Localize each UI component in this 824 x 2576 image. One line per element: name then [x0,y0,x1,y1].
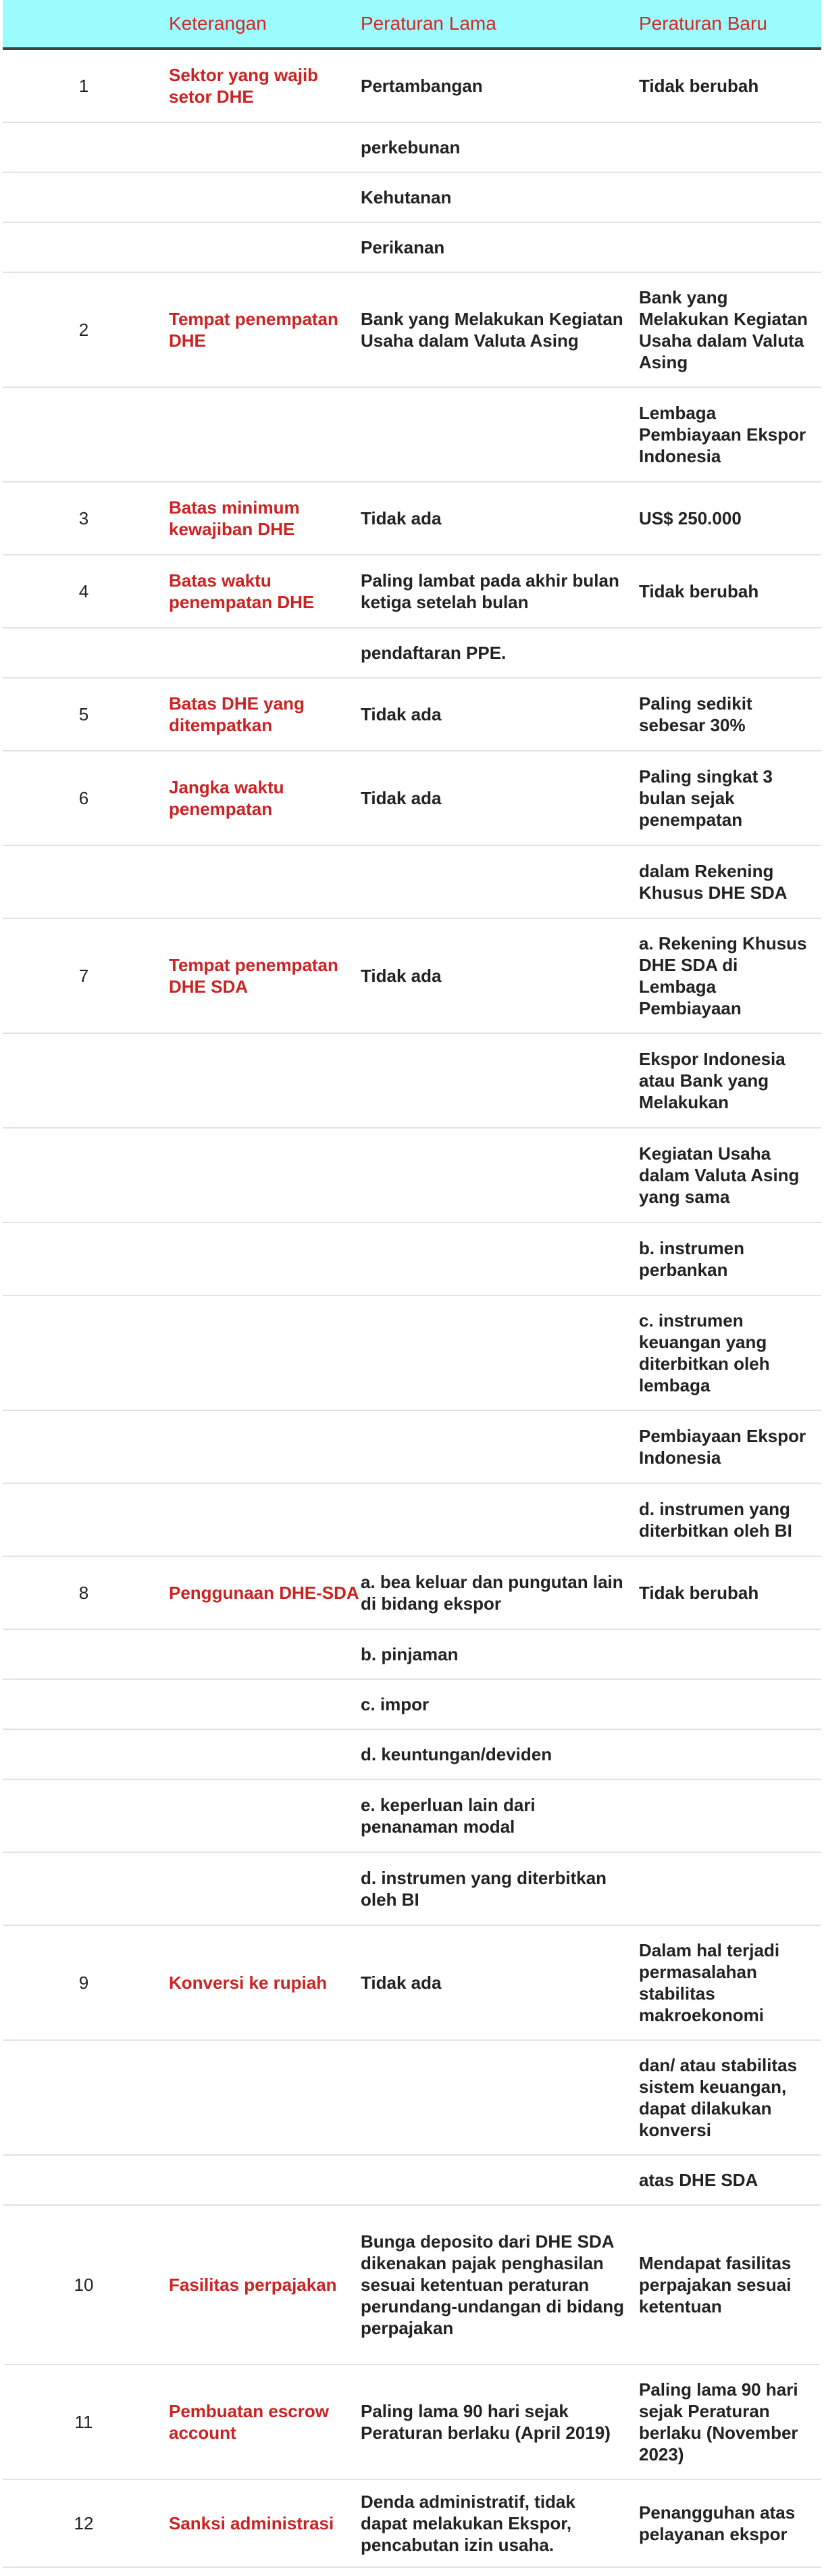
row-keterangan: Fasilitas perpajakan [169,2275,337,2295]
row-peraturan-baru: Kegiatan Usaha dalam Valuta Asing yang sama [639,1143,800,1207]
table-row [3,919,821,1034]
row-peraturan-lama: Tidak ada [361,966,442,986]
header-no [3,13,165,34]
row-peraturan-lama: Perikanan [361,237,445,257]
table-row [3,482,821,555]
row-peraturan-baru: a. Rekening Khusus DHE SDA di Lembaga Pembiayaan [639,933,807,1018]
table-row [3,1730,821,1780]
row-number: 2 [78,319,89,340]
table-row [3,1853,821,1926]
row-peraturan-lama: Bank yang Melakukan Kegiatan Usaha dalam Valuta Asing [361,309,623,351]
table-row [3,123,821,173]
header-peraturan-lama: Peraturan Lama [361,13,496,34]
row-peraturan-baru: Paling sedikit sebesar 30% [639,693,752,735]
table-row [3,388,821,482]
table-row [3,1411,821,1484]
row-peraturan-lama: c. impor [361,1694,430,1714]
row-peraturan-baru: Penangguhan atas pelayanan ekspor [639,2502,796,2544]
row-peraturan-lama: e. keperluan lain dari penanaman modal [361,1795,536,1837]
row-keterangan: Tempat penempatan DHE SDA [169,955,338,997]
row-peraturan-baru: Ekspor Indonesia atau Bank yang Melakukan [639,1049,786,1112]
row-peraturan-lama: d. keuntungan/deviden [361,1744,552,1764]
table-row [3,1296,821,1411]
row-peraturan-baru: Dalam hal terjadi permasalahan stabilitas makroekonomi [639,1940,780,2025]
row-number: 7 [78,965,89,986]
row-keterangan: Konversi ke rupiah [169,1973,328,1993]
row-peraturan-baru: Tidak berubah [639,1583,759,1603]
row-number: 11 [74,2411,93,2432]
row-peraturan-lama: Denda administratif, tidak dapat melakukan Ekspor, pencabutan izin usaha. [361,2492,575,2555]
row-number: 8 [78,1582,89,1603]
row-number: 4 [78,580,89,601]
table-row [3,50,821,123]
table-row [3,2206,821,2365]
row-keterangan: Sektor yang wajib setor DHE [169,65,319,107]
table-row [3,173,821,223]
table-row [3,751,821,846]
row-peraturan-lama: Tidak ada [361,508,442,528]
table-row [3,2365,821,2480]
row-peraturan-baru: dan/ atau stabilitas sistem keuangan, dapat dilakukan konversi [639,2055,798,2140]
row-peraturan-baru: Tidak berubah [639,76,759,96]
row-peraturan-baru: Tidak berubah [639,581,759,601]
row-peraturan-lama: a. bea keluar dan pungutan lain di bidang ekspor [361,1572,623,1614]
row-peraturan-lama: pendaftaran PPE. [361,643,507,663]
row-peraturan-baru: US$ 250.000 [639,508,742,528]
row-peraturan-lama: perkebunan [361,137,461,157]
table-row [3,678,821,751]
row-number: 10 [74,2274,94,2295]
table-row [3,1223,821,1296]
row-keterangan: Jangka waktu penempatan [169,777,284,819]
row-number: 9 [78,1972,89,1993]
row-keterangan: Tempat penempatan DHE [169,309,338,351]
row-number: 6 [78,787,89,808]
table-row [3,1780,821,1853]
table-row [3,1129,821,1223]
table-row [3,2156,821,2206]
row-keterangan: Batas DHE yang ditempatkan [169,693,305,735]
row-peraturan-lama: Bunga deposito dari DHE SDA dikenakan pajak penghasilan sesuai ketentuan peraturan perundang-undangan di bidang perpajakan [361,2231,624,2338]
row-peraturan-baru: Pembiayaan Ekspor Indonesia [639,1426,806,1468]
table-row [3,2041,821,2156]
row-number: 12 [74,2512,94,2533]
table-row [3,1557,821,1630]
table-row [3,1926,821,2041]
table-header [3,0,821,50]
row-peraturan-baru: Paling lama 90 hari sejak Peraturan berlaku (November 2023) [639,2379,798,2464]
row-peraturan-lama: Tidak ada [361,1973,442,1993]
table-row [3,846,821,919]
row-keterangan: Batas waktu penempatan DHE [169,570,315,612]
row-peraturan-baru: b. instrumen perbankan [639,1238,745,1280]
table-row [3,555,821,628]
row-keterangan: Penggunaan DHE-SDA [169,1583,359,1603]
row-peraturan-baru: Lembaga Pembiayaan Ekspor Indonesia [639,403,806,466]
row-peraturan-lama: Pertambangan [361,76,483,96]
row-keterangan: Pembuatan escrow account [169,2401,329,2443]
row-peraturan-lama: d. instrumen yang diterbitkan oleh BI [361,1868,607,1910]
header-keterangan: Keterangan [169,13,267,34]
row-keterangan: Batas minimum kewajiban DHE [169,497,300,539]
row-peraturan-baru: Mendapat fasilitas perpajakan sesuai ketentuan [639,2253,792,2317]
table-row [3,223,821,273]
table-row [3,1680,821,1730]
table-row [3,628,821,678]
row-peraturan-baru: d. instrumen yang diterbitkan oleh BI [639,1499,792,1541]
row-peraturan-lama: Tidak ada [361,704,442,724]
row-number: 3 [78,507,89,528]
row-peraturan-baru: Bank yang Melakukan Kegiatan Usaha dalam Valuta Asing [639,287,808,372]
row-peraturan-lama: Paling lambat pada akhir bulan ketiga setelah bulan [361,570,619,612]
table-body [3,50,821,2568]
row-peraturan-lama: Kehutanan [361,187,452,207]
row-peraturan-lama: Paling lama 90 hari sejak Peraturan berlaku (April 2019) [361,2401,611,2443]
table-row [3,1034,821,1129]
row-number: 5 [78,703,89,724]
row-number: 1 [78,75,89,96]
header-peraturan-baru: Peraturan Baru [639,13,767,34]
row-keterangan: Sanksi administrasi [169,2513,334,2533]
table-row [3,273,821,388]
row-peraturan-lama: Tidak ada [361,788,442,808]
table-row [3,2480,821,2568]
row-peraturan-lama: b. pinjaman [361,1644,459,1664]
row-peraturan-baru: c. instrumen keuangan yang diterbitkan oleh lembaga [639,1310,770,1395]
table-row [3,1484,821,1557]
table-row [3,1630,821,1680]
regulation-comparison-table [3,0,821,2568]
row-peraturan-baru: atas DHE SDA [639,2170,758,2190]
row-peraturan-baru: dalam Rekening Khusus DHE SDA [639,861,788,903]
row-peraturan-baru: Paling singkat 3 bulan sejak penempatan [639,766,773,830]
